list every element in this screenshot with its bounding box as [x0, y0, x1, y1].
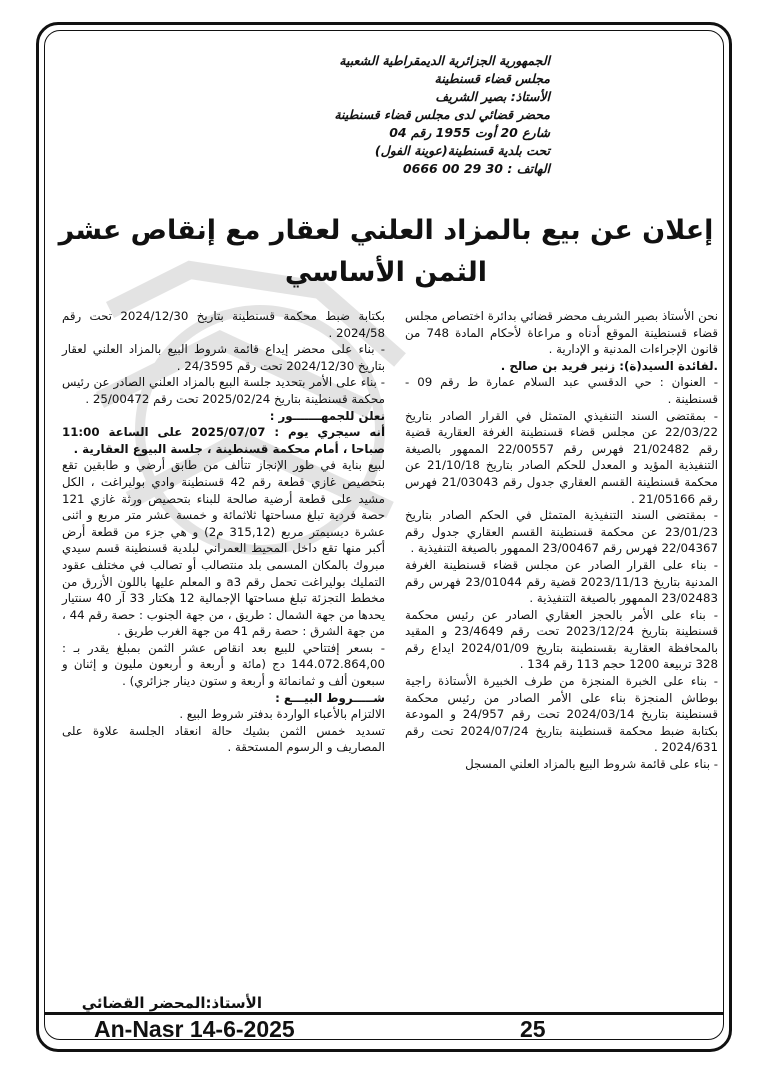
- paragraph: بكتابة ضبط محكمة قسنطينة بتاريخ 2024/12/30 تحت رقم 2024/58 .: [62, 309, 385, 340]
- announcement-title: إعلان عن بيع بالمزاد العلني لعقار مع إنقاص عشر الثمن الأساسي: [58, 215, 714, 288]
- paragraph: نحن الأستاذ بصير الشريف محضر قضائي بدائرة اختصاص مجلس قضاء قسنطينة الموقع أدناه و مراعاة لأحكام المادة 748 من قانون الإجراءات المدنية و الإدارية .: [405, 309, 718, 357]
- left-column: [62, 308, 385, 756]
- paragraph-session-date: أنه سيجري يوم : 2025/07/07 على الساعة 11:00 صباحا ، أمام محكمة قسنطينة ، جلسة البيوع العقارية .: [62, 425, 385, 456]
- paragraph: - بناء على محضر إيداع قائمة شروط البيع بالمزاد العلني لعقار بتاريخ 2024/12/30 تحت رقم 24/3595 .: [62, 342, 385, 373]
- footer-divider: [44, 1012, 724, 1015]
- paragraph: - العنوان : حي الدقسي عبد السلام عمارة ط رقم 09 - قسنطينة .: [405, 375, 718, 406]
- header-line-municipality: تحت بلدية قسنطينة(عوينة الفول): [374, 143, 550, 158]
- paragraph: تسديد خمس الثمن بشيك حالة انعقاد الجلسة علاوة على المصاريف و الرسوم المستحقة .: [62, 723, 385, 755]
- header-line-council: مجلس قضاء قسنطينة: [434, 71, 550, 86]
- paragraph: - بناء على الأمر بتحديد جلسة البيع بالمزاد العلني الصادر عن رئيس محكمة قسنطينة بتاريخ 2025/02/24 تحت رقم 25/00472 .: [62, 375, 385, 406]
- publication-date: An-Nasr 14-6-2025: [94, 1016, 295, 1042]
- header-line-republic: الجمهورية الجزائرية الديمقراطية الشعبية: [339, 53, 550, 68]
- paragraph-property-description: لبيع بناية في طور الإنجاز تتألف من طابق أرضي و طابقين تقع بتحصيص غازي قطعة رقم 42 قسنطينة وادي بوليراغت ، الكل مشيد على قطعة أرضية صالحة للبناء بتحصيص ورثة غازي 121 حصة فردية تبلغ مساحتها ثلاثمائة و خمسة عشر متر مربع و اثنى عشرة ديسيمتر مربع (315,12 م2) و هي جزء من قطعة أرض أكبر منها تقع داخل المحيط العمراني لبلدية قسنطينة قسم سيدي مبروك بالمكان المسمى بلد منتصالب أو تصالب في مختلف عقود التمليك بوليراغت تحمل رقم a3 و المعلم عليها باللون الأزرق من مخطط التجزئة تبلغ مساحتها الإجمالية 12 هكتار 33 آر 40 سنتيار يحدها من جهة الشمال : طريق ، من جهة الجنوب : حصة رقم 44 ، من جهة الشرق : حصة رقم 41 من جهة الغرب طريق .: [62, 458, 386, 639]
- paragraph: الالتزام بالأعباء الواردة بدفتر شروط البيع .: [179, 707, 385, 722]
- paragraph: - بناء على الخبرة المنجزة من طرف الخبيرة الأستاذة راجية بوطاش المنجزة بناء على الأمر الصادر من رئيس محكمة قسنطينة بتاريخ 2024/03/14 تحت رقم 24/957 و المودعة بكتابة ضبط محكمة قسنطينة بتاريخ 2024/07/24 تحت رقم 2024/631 .: [405, 674, 718, 755]
- paragraph: - بناء على القرار الصادر عن مجلس قضاء قسنطينة الغرفة المدنية بتاريخ 2023/11/13 قضية رقم 23/01044 فهرس رقم 23/02483 الممهور بالصيغة التنفيذية .: [405, 557, 718, 606]
- court-officer-header: [150, 52, 550, 178]
- right-column: [405, 308, 718, 773]
- paragraph: - بمقتضى السند التنفيذي المتمثل في القرار الصادر بتاريخ 22/03/22 عن مجلس قضاء قسنطينة الغرفة العقارية قضية رقم 21/02482 فهرس رقم 22/00557 الممهور بالصيغة التنفيذية المؤيد و المعدل للحكم الصادر بتاريخ 21/10/18 عن محكمة قسنطينة القسم العقاري جدول رقم 21/03043 فهرس رقم 21/05166 .: [405, 408, 718, 506]
- paragraph: - بناء على الأمر بالحجز العقاري الصادر عن رئيس محكمة قسنطينة بتاريخ 2023/12/24 تحت رقم 23/4649 و المقيد بالمحافظة العقارية بقسنطينة بتاريخ 2024/01/09 ايداع رقم 328 تربيعة 1200 حجم 113 رقم 134 .: [405, 607, 718, 672]
- signature-line: الأستاذ:المحضر القضائي: [81, 994, 262, 1012]
- page-number: 25: [520, 1016, 546, 1042]
- paragraph: - بناء على قائمة شروط البيع بالمزاد العلني المسجل: [465, 757, 718, 772]
- paragraph-sale-conditions-heading: شـــــروط البيـــع :: [275, 690, 385, 705]
- paragraph-public-notice: نعلن للجمهـــــــور :: [269, 408, 385, 423]
- header-line-officer-name: الأستاذ: بصير الشريف: [435, 89, 550, 104]
- header-line-officer-title: محضر قضائي لدى مجلس قضاء قسنطينة: [334, 107, 550, 122]
- header-line-phone: الهاتف : 30 29 00 0666: [402, 161, 550, 176]
- paragraph-opening-price: - بسعر إفتتاحي للبيع بعد انقاص عشر الثمن بمبلغ يقدر بـ : 144.072.864,00 دج (مائة و أربعة و أربعون مليون و إثنان و سبعون ألف و ثمانمائة و أربعة و ستون دينار جزائري) .: [62, 640, 385, 689]
- paragraph: - بمقتضى السند التنفيذية المتمثل في الحكم الصادر بتاريخ 23/01/23 عن محكمة قسنطينة القسم العقاري جدول رقم 22/04367 فهرس رقم 23/00467 الممهور بالصيغة التنفيذية .: [405, 508, 718, 556]
- paragraph-beneficiary: .لفائدة السيد(ة): زنير فريد بن صالح .: [500, 358, 718, 373]
- header-line-street: شارع 20 أوت 1955 رقم 04: [389, 125, 550, 140]
